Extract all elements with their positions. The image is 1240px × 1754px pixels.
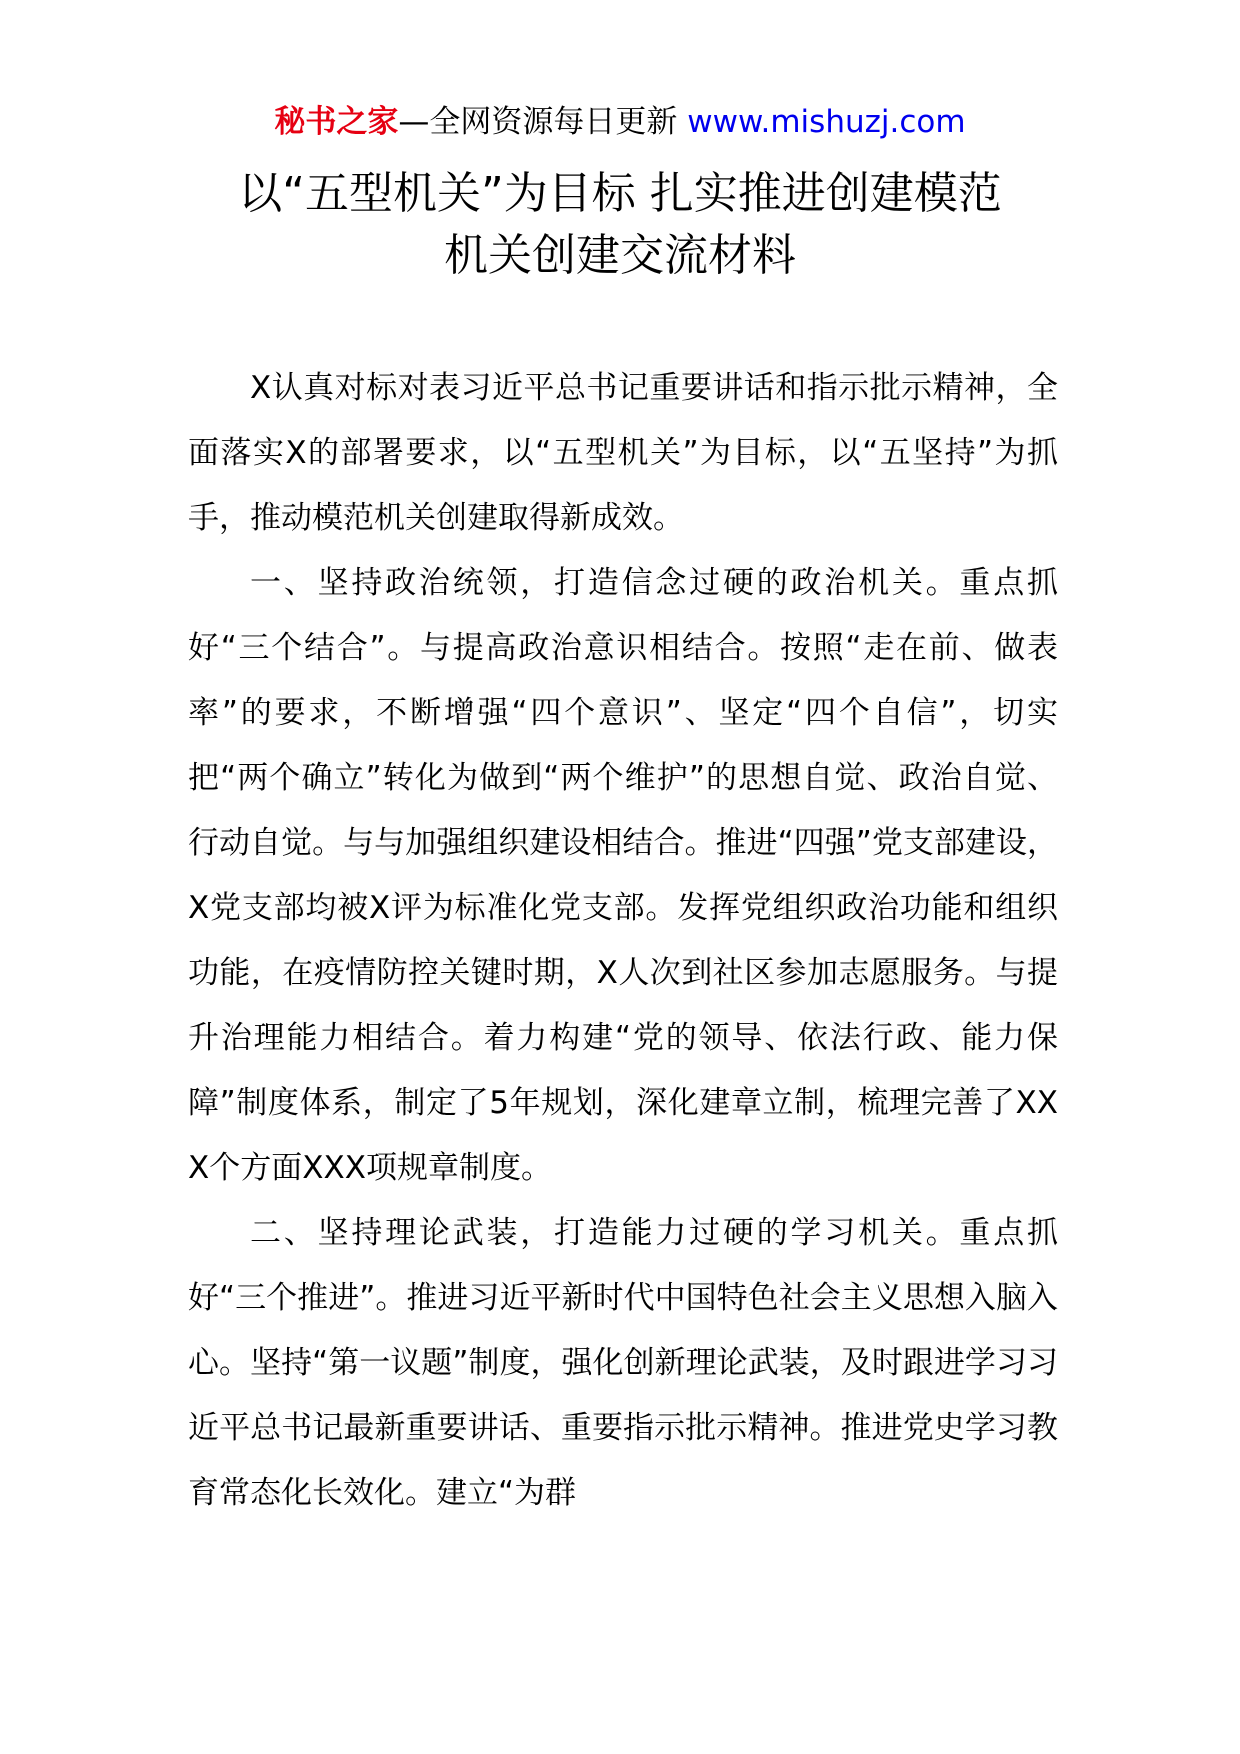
document-title bbox=[150, 163, 1090, 287]
title-line-1: 以“五型机关”为目标 扎实推进创建模范 bbox=[238, 168, 1002, 219]
document-body bbox=[188, 356, 1058, 1526]
brand-name: 秘书之家 bbox=[274, 104, 399, 140]
site-url-link[interactable]: www.mishuzj.com bbox=[687, 104, 966, 140]
paragraph-intro: X认真对标对表习近平总书记重要讲话和指示批示精神，全面落实X的部署要求，以“五型机关”为目标，以“五坚持”为抓手，推动模范机关创建取得新成效。 bbox=[188, 370, 1058, 536]
header-tagline: —全网资源每日更新 bbox=[398, 104, 688, 140]
header-banner bbox=[0, 101, 1240, 143]
paragraph-section-1: 一、坚持政治统领，打造信念过硬的政治机关。重点抓好“三个结合”。与提高政治意识相结合。按照“走在前、做表率”的要求，不断增强“四个意识”、坚定“四个自信”，切实把“两个确立”转化为做到“两个维护”的思想自觉、政治自觉、行动自觉。与与加强组织建设相结合。推进“四强”党支部建设，X党支部均被X评为标准化党支部。发挥党组织政治功能和组织功能，在疫情防控关键时期，X人次到社区参加志愿服务。与提升治理能力相结合。着力构建“党的领导、依法行政、能力保障”制度体系，制定了5年规划，深化建章立制，梳理完善了XXX个方面XXX项规章制度。 bbox=[188, 565, 1058, 1186]
title-line-2: 机关创建交流材料 bbox=[444, 230, 796, 281]
paragraph-section-2: 二、坚持理论武装，打造能力过硬的学习机关。重点抓好“三个推进”。推进习近平新时代中国特色社会主义思想入脑入心。坚持“第一议题”制度，强化创新理论武装，及时跟进学习习近平总书记最新重要讲话、重要指示批示精神。推进党史学习教育常态化长效化。建立“为群 bbox=[188, 1215, 1058, 1511]
